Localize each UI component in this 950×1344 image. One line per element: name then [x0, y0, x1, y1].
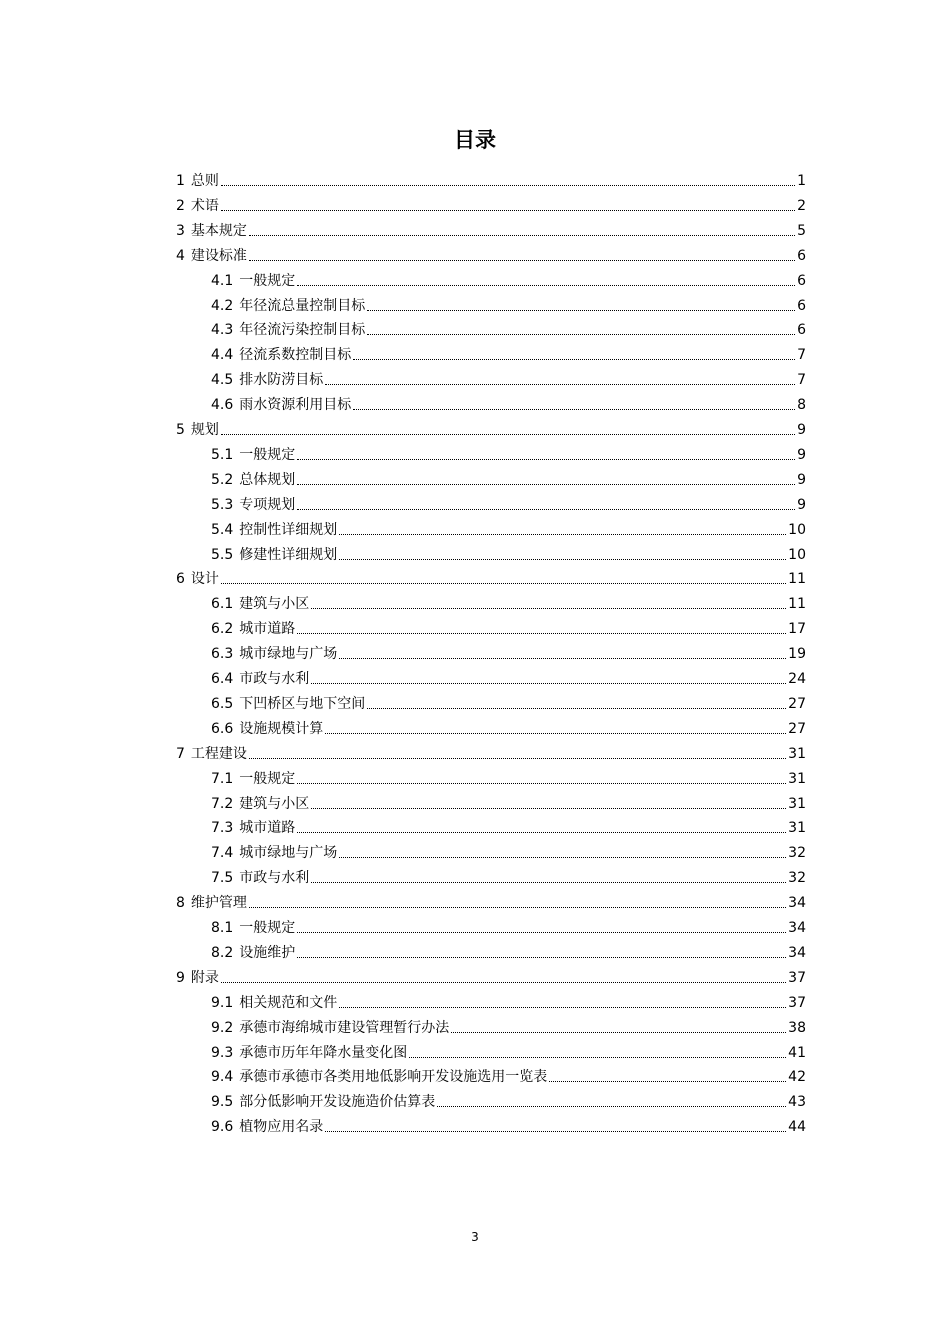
toc-entry-page: 9 [797, 471, 806, 488]
toc-entry-number: 4.2 [211, 297, 234, 314]
toc-entry-number: 9.5 [211, 1094, 234, 1111]
toc-entry-number: 8 [176, 895, 185, 912]
toc-entry[interactable] [211, 266, 806, 290]
toc-dot-leader [297, 957, 786, 958]
toc-entry-page: 9 [797, 446, 806, 463]
toc-entry[interactable] [211, 1013, 806, 1037]
toc-entry-page: 6 [797, 297, 806, 314]
toc-entry-number: 7 [176, 745, 185, 762]
toc-dot-leader [339, 559, 786, 560]
toc-entry-label: 雨水资源利用目标 [239, 397, 352, 414]
toc-dot-leader [297, 484, 795, 485]
toc-entry-label: 市政与水利 [239, 671, 310, 687]
toc-entry-page: 44 [788, 1119, 806, 1136]
toc-entry-label: 径流系数控制目标 [239, 347, 352, 364]
toc-dot-leader [297, 633, 786, 634]
toc-dot-leader [297, 932, 786, 933]
toc-entry-number: 9.6 [211, 1119, 234, 1136]
toc-entry-number: 4.6 [211, 397, 234, 414]
toc-entry-label: 一般规定 [239, 272, 296, 289]
toc-entry[interactable] [211, 1087, 806, 1111]
toc-entry-label: 专项规划 [239, 496, 296, 513]
toc-entry-number: 7.4 [211, 845, 234, 862]
page-title: 目录 [454, 128, 496, 152]
toc-entry-label: 一般规定 [239, 446, 296, 463]
toc-entry-number: 5.3 [211, 496, 234, 513]
toc-entry-page: 24 [788, 671, 806, 687]
toc-entry-page: 42 [788, 1069, 806, 1086]
page-number: 3 [471, 1230, 479, 1244]
toc-entry-number: 5.5 [211, 546, 234, 563]
toc-dot-leader [221, 982, 786, 983]
toc-entry[interactable] [211, 515, 806, 539]
toc-dot-leader [311, 882, 786, 883]
toc-entry[interactable] [176, 415, 806, 439]
toc-dot-leader [221, 185, 795, 186]
toc-entry-page: 10 [788, 521, 806, 538]
toc-dot-leader [249, 907, 786, 908]
toc-dot-leader [249, 758, 786, 759]
toc-entry-number: 7.3 [211, 820, 234, 837]
toc-entry-page: 37 [788, 994, 806, 1011]
toc-entry-label: 控制性详细规划 [239, 521, 338, 538]
toc-entry[interactable] [211, 589, 806, 613]
toc-entry[interactable] [211, 1062, 806, 1086]
toc-entry-page: 6 [797, 247, 806, 264]
toc-entry-label: 城市绿地与广场 [239, 646, 338, 663]
toc-entry-label: 承德市海绵城市建设管理暂行办法 [239, 1019, 450, 1036]
toc-dot-leader [353, 409, 795, 410]
toc-dot-leader [353, 359, 795, 360]
toc-entry-number: 4.5 [211, 372, 234, 389]
toc-entry[interactable] [176, 241, 806, 265]
toc-entry-number: 6.5 [211, 695, 234, 712]
toc-entry-page: 31 [788, 745, 806, 762]
toc-entry[interactable] [211, 813, 806, 837]
toc-entry-page: 2 [797, 197, 806, 214]
toc-entry[interactable] [211, 863, 806, 887]
toc-dot-leader [367, 334, 795, 335]
toc-entry-number: 9.3 [211, 1044, 234, 1061]
toc-dot-leader [249, 235, 795, 236]
toc-entry[interactable] [211, 614, 806, 638]
toc-entry[interactable] [211, 315, 806, 339]
toc-dot-leader [339, 1007, 786, 1008]
toc-entry[interactable] [211, 988, 806, 1012]
toc-entry[interactable] [211, 938, 806, 962]
toc-dot-leader [451, 1032, 786, 1033]
toc-entry-number: 9.4 [211, 1069, 234, 1086]
toc-entry[interactable] [176, 963, 806, 987]
toc-entry-label: 承德市历年年降水量变化图 [239, 1044, 408, 1061]
toc-entry-page: 31 [788, 795, 806, 812]
toc-entry[interactable] [211, 540, 806, 564]
toc-entry-label: 下凹桥区与地下空间 [239, 695, 366, 712]
toc-entry-page: 27 [788, 695, 806, 712]
toc-entry[interactable] [211, 365, 806, 389]
toc-entry[interactable] [211, 490, 806, 514]
toc-entry-number: 7.5 [211, 870, 234, 887]
toc-entry-label: 设计 [190, 571, 219, 588]
toc-entry-label: 城市绿地与广场 [239, 845, 338, 862]
toc-entry-label: 部分低影响开发设施造价估算表 [239, 1094, 436, 1111]
toc-entry-label: 总体规划 [239, 471, 296, 488]
toc-entry-page: 11 [788, 596, 806, 613]
toc-entry-page: 9 [797, 422, 806, 438]
toc-entry-label: 术语 [190, 197, 219, 214]
toc-dot-leader [311, 808, 786, 809]
toc-entry[interactable] [176, 888, 806, 912]
toc-entry-label: 相关规范和文件 [239, 994, 338, 1011]
toc-entry-number: 9 [176, 969, 185, 986]
toc-dot-leader [297, 509, 795, 510]
toc-entry-label: 工程建设 [190, 745, 247, 762]
toc-entry-number: 5.2 [211, 471, 234, 488]
toc-entry-page: 34 [788, 920, 806, 936]
toc-entry[interactable] [211, 1112, 806, 1136]
toc-entry-page: 34 [788, 895, 806, 912]
toc-entry-page: 27 [788, 720, 806, 737]
toc-entry-label: 城市道路 [239, 820, 296, 837]
toc-entry-label: 规划 [190, 422, 219, 438]
toc-entry-page: 8 [797, 397, 806, 414]
toc-dot-leader [325, 733, 786, 734]
toc-entry[interactable] [211, 291, 806, 315]
toc-entry-label: 市政与水利 [239, 870, 310, 887]
toc-entry-number: 4.3 [211, 322, 234, 339]
toc-entry-label: 年径流总量控制目标 [239, 297, 366, 314]
toc-entry-number: 2 [176, 197, 185, 214]
toc-entry-page: 31 [788, 820, 806, 837]
toc-entry[interactable] [211, 789, 806, 813]
toc-entry-label: 植物应用名录 [239, 1119, 324, 1136]
toc-entry[interactable] [211, 664, 806, 688]
toc-entry-number: 8.2 [211, 944, 234, 961]
toc-entry-number: 9.2 [211, 1019, 234, 1036]
toc-entry-page: 43 [788, 1094, 806, 1111]
toc-entry-number: 6.1 [211, 596, 234, 613]
toc-dot-leader [325, 384, 795, 385]
toc-entry-label: 建筑与小区 [239, 795, 310, 812]
toc-entry-number: 6.2 [211, 621, 234, 638]
toc-dot-leader [409, 1057, 786, 1058]
toc-entry-page: 32 [788, 870, 806, 887]
toc-entry[interactable] [211, 440, 806, 464]
toc-entry[interactable] [176, 191, 806, 215]
toc-entry-number: 1 [176, 173, 185, 189]
toc-entry-page: 6 [797, 272, 806, 289]
toc-entry[interactable] [176, 216, 806, 240]
toc-entry[interactable] [211, 838, 806, 862]
toc-entry-label: 一般规定 [239, 920, 296, 936]
toc-entry-label: 修建性详细规划 [239, 546, 338, 563]
toc-dot-leader [297, 459, 795, 460]
toc-entry-number: 3 [176, 222, 185, 239]
toc-entry-label: 维护管理 [190, 895, 247, 912]
toc-dot-leader [297, 832, 786, 833]
toc-entry-page: 19 [788, 646, 806, 663]
toc-entry-page: 7 [797, 372, 806, 389]
toc-entry[interactable] [211, 390, 806, 414]
toc-dot-leader [221, 210, 795, 211]
toc-entry-number: 4.4 [211, 347, 234, 364]
toc-entry[interactable] [211, 913, 806, 937]
toc-dot-leader [325, 1131, 786, 1132]
toc-entry[interactable] [211, 689, 806, 713]
toc-entry-label: 设施维护 [239, 944, 296, 961]
toc-entry[interactable] [211, 639, 806, 663]
toc-entry-number: 9.1 [211, 994, 234, 1011]
toc-entry-number: 7.2 [211, 795, 234, 812]
toc-dot-leader [297, 285, 795, 286]
toc-entry[interactable] [176, 166, 806, 190]
toc-entry-page: 7 [797, 347, 806, 364]
toc-entry-number: 6.6 [211, 720, 234, 737]
toc-entry-label: 总则 [190, 173, 219, 189]
toc-entry-page: 34 [788, 944, 806, 961]
toc-entry-page: 41 [788, 1044, 806, 1061]
toc-entry-label: 排水防涝目标 [239, 372, 324, 389]
toc-entry[interactable] [211, 764, 806, 788]
toc-entry-page: 11 [788, 571, 806, 588]
toc-dot-leader [437, 1106, 786, 1107]
toc-entry-number: 5.1 [211, 446, 234, 463]
toc-entry-label: 城市道路 [239, 621, 296, 638]
toc-entry-page: 38 [788, 1019, 806, 1036]
toc-entry-number: 4 [176, 247, 185, 264]
toc-entry-number: 6 [176, 571, 185, 588]
toc-entry-number: 8.1 [211, 920, 234, 936]
toc-dot-leader [311, 683, 786, 684]
toc-entry-label: 附录 [190, 969, 219, 986]
toc-entry[interactable] [211, 340, 806, 364]
toc-entry-page: 1 [797, 173, 806, 189]
toc-entry[interactable] [211, 465, 806, 489]
toc-entry-page: 17 [788, 621, 806, 638]
toc-dot-leader [367, 310, 795, 311]
toc-entry-label: 年径流污染控制目标 [239, 322, 366, 339]
toc-entry-page: 31 [788, 770, 806, 787]
toc-dot-leader [221, 434, 795, 435]
toc-entry-page: 10 [788, 546, 806, 563]
toc-entry-label: 建设标准 [190, 247, 247, 264]
toc-entry-label: 建筑与小区 [239, 596, 310, 613]
toc-entry-number: 7.1 [211, 770, 234, 787]
toc-dot-leader [549, 1081, 786, 1082]
toc-entry[interactable] [176, 564, 806, 588]
toc-entry-label: 基本规定 [190, 222, 247, 239]
toc-entry-number: 5.4 [211, 521, 234, 538]
toc-entry-page: 5 [797, 222, 806, 239]
toc-entry-page: 37 [788, 969, 806, 986]
toc-entry-page: 9 [797, 496, 806, 513]
toc-entry-number: 6.4 [211, 671, 234, 687]
toc-dot-leader [367, 708, 786, 709]
toc-entry-label: 承德市承德市各类用地低影响开发设施选用一览表 [239, 1069, 548, 1086]
toc-entry-number: 6.3 [211, 646, 234, 663]
toc-entry-label: 设施规模计算 [239, 720, 324, 737]
toc-entry-number: 5 [176, 422, 185, 438]
toc-dot-leader [339, 658, 786, 659]
toc-entry[interactable] [176, 739, 806, 763]
toc-dot-leader [311, 608, 786, 609]
toc-entry-page: 6 [797, 322, 806, 339]
toc-dot-leader [221, 583, 786, 584]
toc-dot-leader [339, 534, 786, 535]
toc-dot-leader [297, 783, 786, 784]
toc-entry[interactable] [211, 1038, 806, 1062]
toc-entry-label: 一般规定 [239, 770, 296, 787]
toc-dot-leader [249, 260, 795, 261]
toc-entry-page: 32 [788, 845, 806, 862]
toc-entry[interactable] [211, 714, 806, 738]
toc-dot-leader [339, 857, 786, 858]
toc-entry-number: 4.1 [211, 272, 234, 289]
